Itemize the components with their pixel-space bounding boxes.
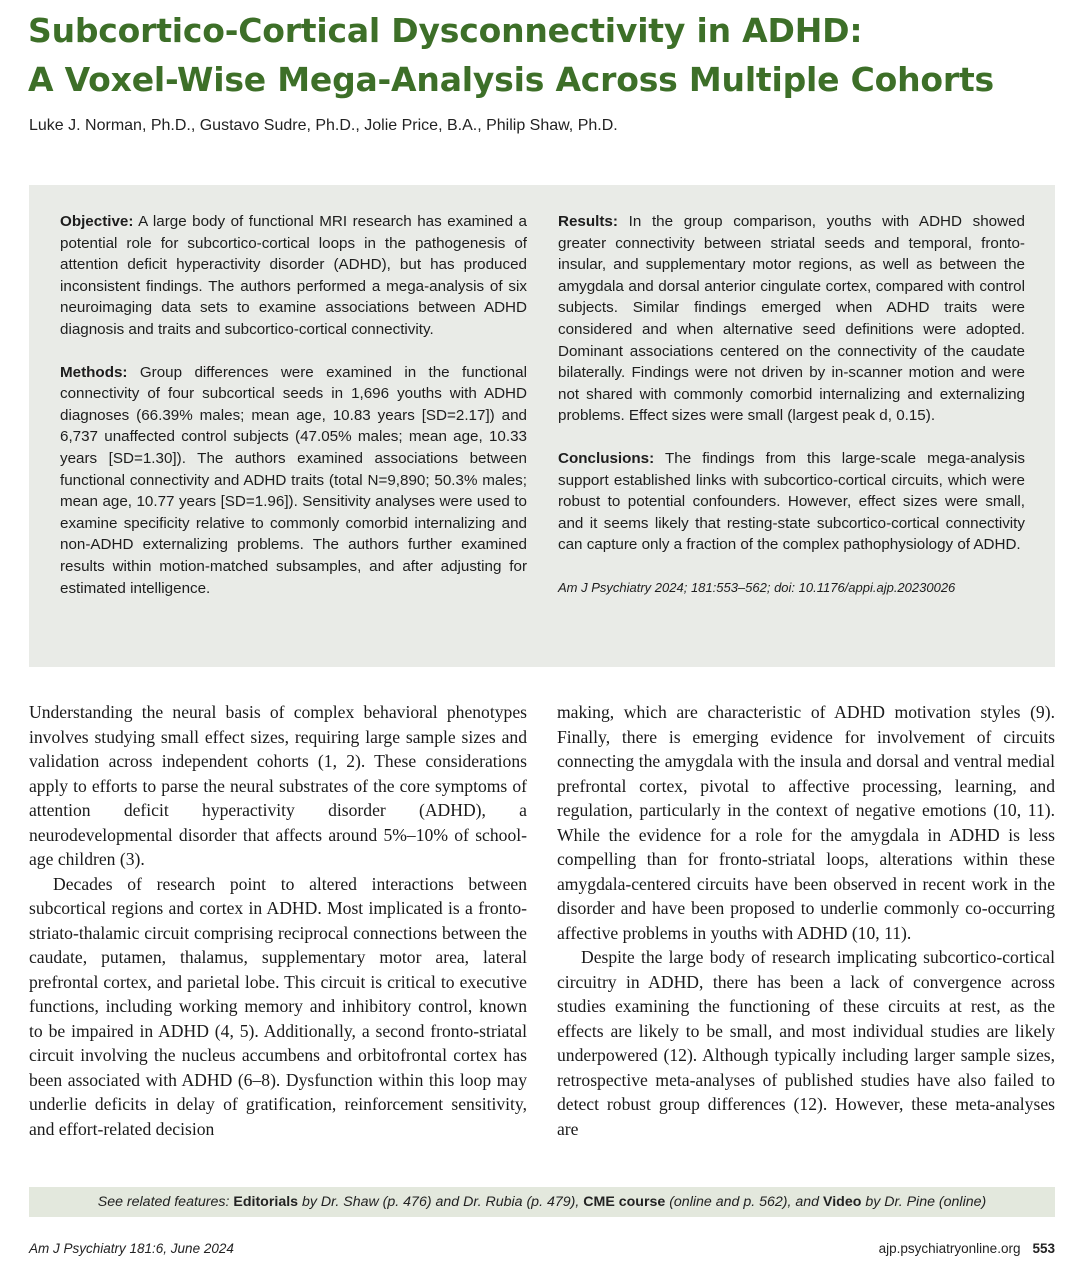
editorials-text: by Dr. Shaw (p. 476) and Dr. Rubia (p. 479),	[298, 1194, 584, 1210]
objective-label: Objective:	[60, 213, 134, 230]
page-number: 553	[1032, 1241, 1055, 1256]
objective-text: A large body of functional MRI research has examined a potential role for subcortico-cortical loops in the pathogenesis of attention deficit hyperactivity disorder (ADHD), but has produced inconsistent findings. The authors performed a mega-analysis of six neuroimaging data sets to examine associations between ADHD diagnosis and traits and subcortico-cortical connectivity.	[60, 213, 527, 338]
footer-journal-info: Am J Psychiatry 181:6, June 2024	[29, 1241, 234, 1256]
body-paragraph: Decades of research point to altered interactions between subcortical regions and cortex in ADHD. Most implicated is a fronto-striato-thalamic circuit comprising reciprocal connections between the caudate, putamen, thalamus, supplementary motor area, lateral prefrontal cortex, and parietal lobe. This circuit is critical to executive functions, including working memory and inhibitory control, known to be impaired in ADHD (4, 5). Additionally, a second fronto-striatal circuit involving the nucleus accumbens and orbitofrontal cortex has been associated with ADHD (6–8). Dysfunction within this loop may underlie deficits in delay of gratification, reinforcement sensitivity, and effort-related decision	[29, 873, 527, 1139]
article-title	[28, 6, 1058, 104]
conclusions-text: The findings from this large-scale mega-analysis support established links with subcortico-cortical circuits, which were robust to potential confounders. However, effect sizes were small, and it seems likely that resting-state subcortico-cortical connectivity can capture only a fraction of the complex pathophysiology of ADHD.	[558, 449, 1025, 554]
related-prefix: See related features:	[97, 1194, 234, 1210]
article-citation: Am J Psychiatry 2024; 181:553–562; doi: 10.1176/appi.ajp.20230026	[558, 579, 956, 595]
cme-text: (online and p. 562), and	[665, 1194, 824, 1210]
abstract-objective	[60, 211, 527, 341]
abstract-methods	[60, 362, 527, 600]
body-paragraph: Understanding the neural basis of complex behavioral phenotypes involves studying small effect sizes, requiring large sample sizes and validation across independent cohorts (1, 2). These considerations apply to efforts to parse the neural substrates of the core symptoms of attention deficit hyperactivity disorder (ADHD), a neurodevelopmental disorder that affects around 5%–10% of school-age children (3).	[29, 702, 527, 869]
cme-course-link[interactable]: CME course	[583, 1194, 666, 1210]
methods-text: Group differences were examined in the functional connectivity of four subcortical seeds in 1,696 youths with ADHD diagnoses (66.39% males; mean age, 10.83 years [SD=2.17]) and 6,737 unaffected control subjects (47.05% males; mean age, 10.33 years [SD=1.30]). The authors examined associations between functional connectivity and ADHD traits (total N=9,890; 50.3% males; mean age, 10.77 years [SD=1.96]). Sensitivity analyses were used to examine specificity relative to commonly comorbid internalizing and non-ADHD externalizing problems. The authors further examined results within motion-matched subsamples, and after adjusting for estimated intelligence.	[60, 363, 527, 597]
author-list: Luke J. Norman, Ph.D., Gustavo Sudre, Ph.D., Jolie Price, B.A., Philip Shaw, Ph.D.	[29, 117, 618, 134]
title-line-2: A Voxel-Wise Mega-Analysis Across Multiple Cohorts	[28, 60, 994, 99]
abstract-conclusions	[558, 448, 1025, 556]
abstract-right-column	[558, 211, 1025, 620]
abstract-box	[29, 185, 1055, 667]
video-link[interactable]: Video	[823, 1194, 862, 1210]
body-left-column	[29, 700, 527, 1141]
editorials-link[interactable]: Editorials	[233, 1194, 299, 1210]
body-paragraph: making, which are characteristic of ADHD motivation styles (9). Finally, there is emerging evidence for involvement of circuits connecting the amygdala with the insula and dorsal and ventral medial prefrontal cortex, pivotal to affective processing, learning, and regulation, particularly in the context of negative emotions (10, 11). While the evidence for a role for the amygdala in ADHD is less compelling than for fronto-striatal loops, alterations within these amygdala-centered circuits have been observed in recent work in the disorder and have been proposed to underlie commonly co-occurring affective problems in youths with ADHD (10, 11).	[557, 702, 1055, 943]
results-label: Results:	[558, 213, 618, 230]
conclusions-label: Conclusions:	[558, 449, 655, 467]
results-text: In the group comparison, youths with ADHD showed greater connectivity between striatal seeds and temporal, fronto-insular, and supplementary motor regions, as well as between the amygdala and dorsal anterior cingulate cortex, compared with control subjects. Similar findings emerged when ADHD traits were considered and when alternative seed definitions were adopted. Dominant associations centered on the connectivity of the caudate bilaterally. Findings were not driven by in-scanner motion and were not shared with commonly comorbid internalizing and externalizing problems. Effect sizes were small (largest peak d, 0.15).	[558, 213, 1025, 425]
footer-right	[879, 1241, 1055, 1256]
body-right-column	[557, 700, 1055, 1141]
abstract-results	[558, 211, 1025, 427]
footer-website-link[interactable]: ajp.psychiatryonline.org	[878, 1241, 1021, 1256]
abstract-left-column	[60, 211, 527, 620]
body-paragraph: Despite the large body of research implicating subcortico-cortical circuitry in ADHD, there has been a lack of convergence across studies examining the functioning of these circuits at rest, as the effects are likely to be small, and most individual studies are likely underpowered (12). Although typically including larger sample sizes, retrospective meta-analyses of published studies have also failed to detect robust group differences (12). However, these meta-analyses are	[557, 947, 1055, 1139]
title-line-1: Subcortico-Cortical Dysconnectivity in ADHD:	[28, 11, 863, 50]
video-text: by Dr. Pine (online)	[861, 1194, 987, 1210]
methods-label: Methods:	[60, 363, 128, 381]
related-features-bar	[29, 1187, 1055, 1217]
